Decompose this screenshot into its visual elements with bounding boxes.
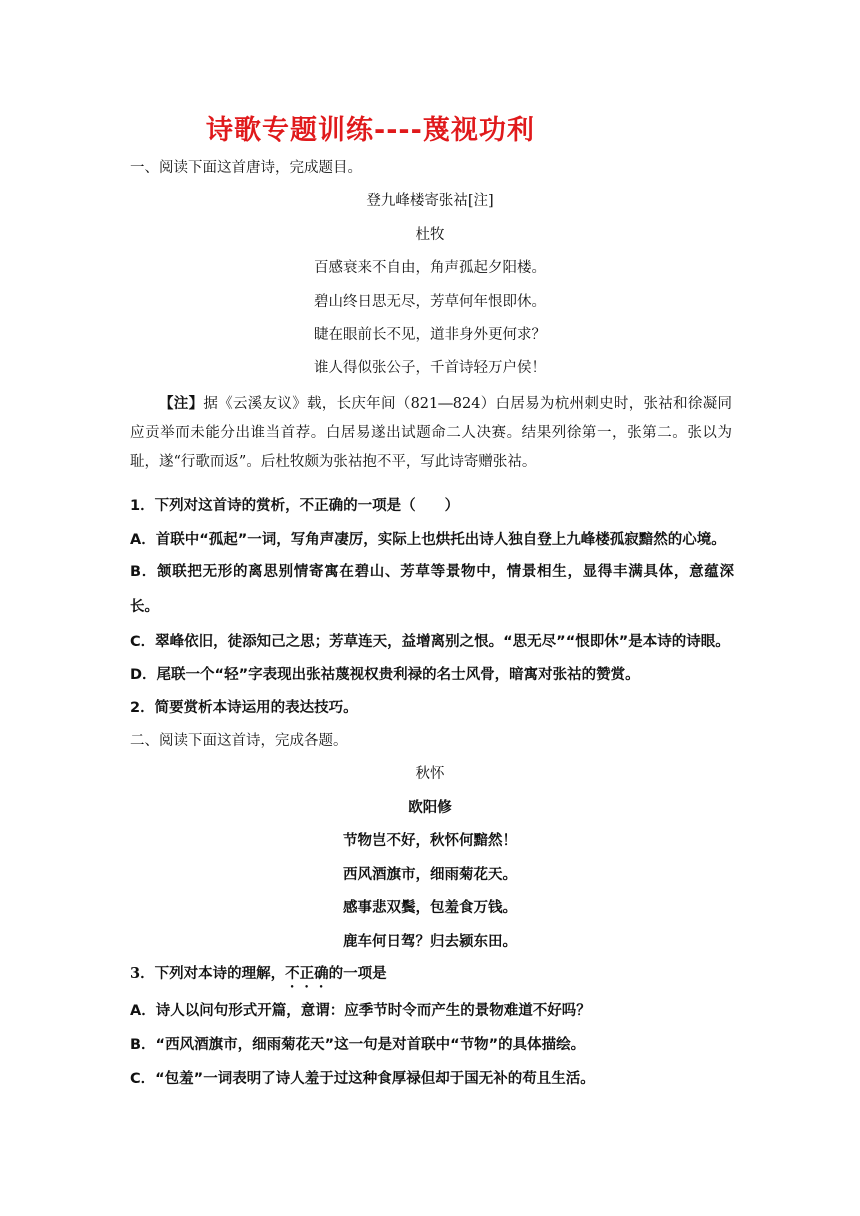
- question-1: 1．下列对这首诗的赏析，不正确的一项是（ ）: [130, 498, 460, 514]
- q3-prefix: 3．下列对本诗的理解，: [130, 965, 286, 982]
- q3-option-b: B．“西风酒旗市，细雨菊花天”这一句是对首联中“节物”的具体描绘。: [130, 1037, 586, 1053]
- q1-option-a: A．首联中“孤起”一词，写角声凄厉，实际上也烘托出诗人独自登上九峰楼孤寂黯然的心境。: [130, 532, 726, 548]
- q3-option-c: C．“包羞”一词表明了诗人羞于过这种食厚禄但却于国无补的苟且生活。: [130, 1071, 595, 1087]
- q1-option-b: B．颔联把无形的离思别情寄寓在碧山、芳草等景物中，情景相生，显得丰满具体，意蕴深长。: [130, 564, 734, 615]
- poem2-line: 西风酒旗市，细雨菊花天。: [343, 866, 517, 883]
- q3-option-a: A．诗人以问句形式开篇，意谓：应季节时令而产生的景物难道不好吗？: [130, 1003, 591, 1019]
- q3-emphasis: 不正确: [285, 965, 329, 982]
- poem1-line: 百感衰来不自由，角声孤起夕阳楼。: [314, 260, 546, 276]
- q3-suffix: 的一项是: [328, 965, 387, 982]
- poem1-title: 登九峰楼寄张祜[注]: [366, 193, 494, 209]
- question-2: 2．简要赏析本诗运用的表达技巧。: [130, 700, 358, 716]
- section2-heading: 二、阅读下面这首诗，完成各题。: [130, 733, 348, 749]
- poem1-note: [130, 389, 732, 477]
- note-text: 据《云溪友议》载，长庆年间（821―824）白居易为杭州刺史时，张祜和徐凝同应贡举而未能分出谁当首荐。白居易遂出试题命二人决赛。结果列徐第一，张第二。张以为耻，遂“行歌而返”。后杜牧颇为张祜抱不平，写此诗寄赠张祜。: [130, 396, 733, 470]
- page-title: 诗歌专题训练----蔑视功利: [206, 115, 535, 146]
- q1-option-d: D．尾联一个“轻”字表现出张祜蔑视权贵利禄的名士风骨，暗寓对张祜的赞赏。: [130, 667, 640, 683]
- poem1-line: 谁人得似张公子，千首诗轻万户侯！: [314, 360, 546, 376]
- poem2-author: 欧阳修: [408, 799, 452, 816]
- poem2-line: 感事悲双鬓，包羞食万钱。: [343, 899, 517, 916]
- poem1-author: 杜牧: [415, 227, 445, 243]
- q1-option-c: C．翠峰依旧，徒添知己之思；芳草连天，益增离别之恨。“思无尽”“恨即休”是本诗的诗眼。: [130, 634, 730, 650]
- poem1-line: 碧山终日思无尽，芳草何年恨即休。: [314, 294, 546, 310]
- section1-heading: 一、阅读下面这首唐诗，完成题目。: [130, 160, 362, 176]
- note-label: 【注】: [159, 395, 204, 412]
- poem2-line: 节物岂不好，秋怀何黯然！: [343, 832, 517, 849]
- question-3: [130, 964, 387, 991]
- poem2-line: 鹿车何日驾？归去颍东田。: [343, 933, 517, 950]
- poem1-line: 睫在眼前长不见，道非身外更何求？: [314, 327, 546, 343]
- poem2-title: 秋怀: [415, 766, 445, 782]
